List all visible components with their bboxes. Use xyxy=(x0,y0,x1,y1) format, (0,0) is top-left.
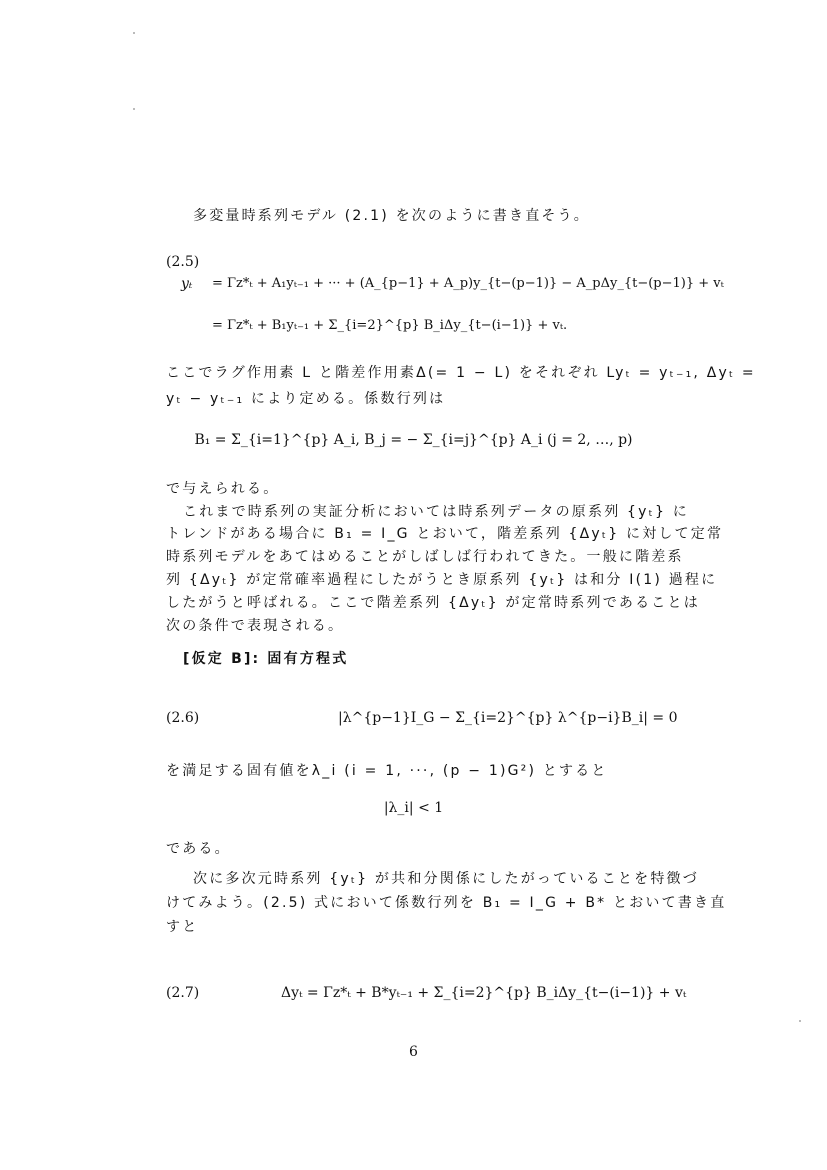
paragraph-line: トレンドがある場合に B₁ = I_G とおいて，階差系列 {Δyₜ} に対して定常 xyxy=(166,526,724,542)
assumption-heading: [仮定 B]: 固有方程式 xyxy=(183,651,349,667)
paragraph-line: を満足する固有値をλ_i (i = 1, ···, (p − 1)G²) とすると xyxy=(166,763,608,779)
paragraph-line: で与えられる。 xyxy=(166,481,280,497)
intro-text: 多変量時系列モデル (2.1) を次のように書き直そう。 xyxy=(193,208,590,224)
equation-line: = Γz*ₜ + A₁yₜ₋₁ + ··· + (A_{p−1} + A_p)y_{t−(p−1)} − A_pΔy_{t−(p−1)} + vₜ xyxy=(212,276,724,291)
paragraph-line: ここでラグ作用素 L と階差作用素Δ(= 1 − L) をそれぞれ Lyₜ = yₜ₋₁, Δyₜ = xyxy=(166,365,756,381)
eigen-equation: |λ^{p−1}I_G − Σ_{i=2}^{p} λ^{p−i}B_i| = 0 xyxy=(338,710,678,726)
eigenvalue-inequality: |λ_i| < 1 xyxy=(383,800,444,816)
paragraph-line: 列 {Δyₜ} が定常確率過程にしたがうとき原系列 {yₜ} は和分 I(1) 過程に xyxy=(166,572,718,588)
paragraph-line: これまで時系列の実証分析においては時系列データの原系列 {yₜ} に xyxy=(183,504,689,520)
paragraph-line: けてみよう。(2.5) 式において係数行列を B₁ = I_G + B* とおいて書き直 xyxy=(166,895,727,911)
paragraph-line: yₜ − yₜ₋₁ により定める。係数行列は xyxy=(166,391,446,407)
scan-speck xyxy=(133,108,135,110)
equation-label: (2.7) xyxy=(166,985,200,1001)
equation-label: (2.5) xyxy=(166,254,200,270)
paragraph-line: 時系列モデルをあてはめることがしばしば行われてきた。一般に階差系 xyxy=(166,549,684,565)
paragraph-line: 次に多次元時系列 {yₜ} が共和分関係にしたがっていることを特徴づ xyxy=(193,871,699,887)
paragraph-line: すと xyxy=(166,919,199,935)
paragraph-line: 次の条件で表現される。 xyxy=(166,618,345,634)
coefficient-equation: B₁ = Σ_{i=1}^{p} A_i, B_j = − Σ_{i=j}^{p} A_i (j = 2, …, p) xyxy=(194,432,633,448)
scan-speck xyxy=(133,32,135,34)
paragraph-line: したがうと呼ばれる。ここで階差系列 {Δyₜ} が定常時系列であることは xyxy=(166,595,700,611)
paragraph-line: である。 xyxy=(166,841,231,857)
page-number: 6 xyxy=(409,1044,418,1060)
equation-lhs: yₜ xyxy=(181,276,193,292)
scan-speck xyxy=(799,1020,801,1022)
equation-line: = Γz*ₜ + B₁yₜ₋₁ + Σ_{i=2}^{p} B_iΔy_{t−(i−1)} + vₜ. xyxy=(212,318,568,333)
cointegration-equation: Δyₜ = Γz*ₜ + B*yₜ₋₁ + Σ_{i=2}^{p} B_iΔy_{t−(i−1)} + vₜ xyxy=(281,985,687,1001)
equation-label: (2.6) xyxy=(166,710,200,726)
